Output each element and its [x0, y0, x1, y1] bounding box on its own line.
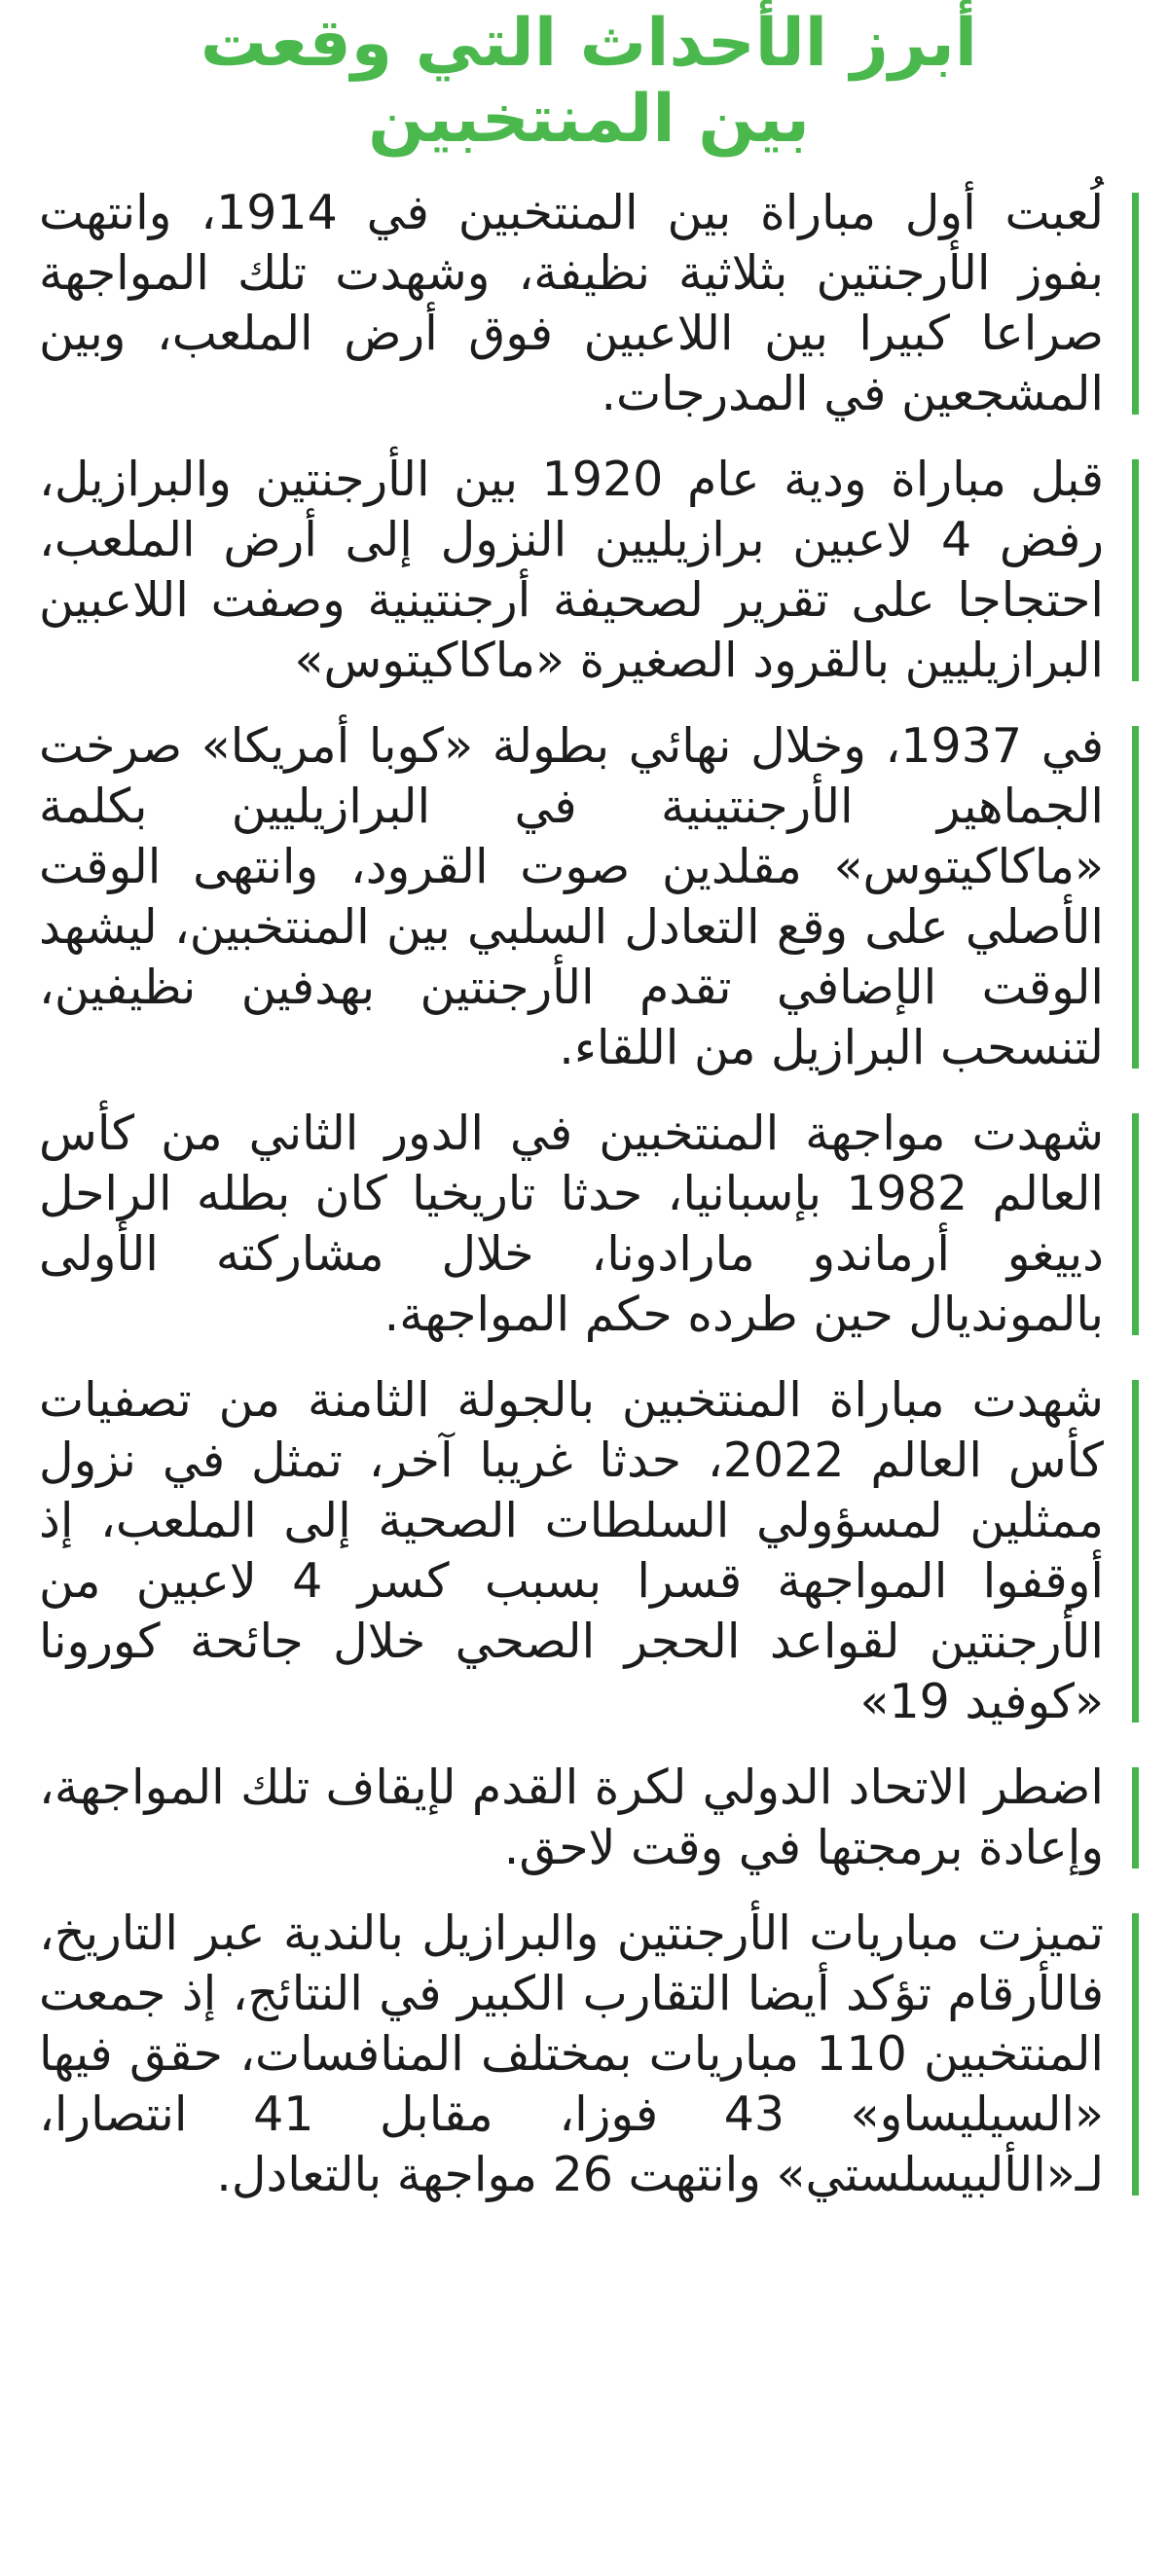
event-text: لُعبت أول مباراة بين المنتخبين في 1914، وانتهت بفوز الأرجنتين بثلاثية نظيفة، وشهدت تلك المواجهة صراعا كبيرا بين اللاعبين فوق أرض الملعب، وبين المشجعين في المدرجات. [39, 185, 1104, 421]
accent-bar [1132, 1767, 1139, 1869]
event-text: شهدت مواجهة المنتخبين في الدور الثاني من كأس العالم 1982 بإسبانيا، حدثا تاريخيا كان بطله الراحل دييغو أرماندو مارادونا، خلال مشاركته الأولى بالمونديال حين طرده حكم المواجهة. [39, 1106, 1104, 1342]
event-item-4 [39, 1104, 1139, 1345]
accent-bar [1132, 1113, 1139, 1335]
page-title [39, 0, 1139, 158]
event-item-3 [39, 716, 1139, 1078]
event-text: اضطر الاتحاد الدولي لكرة القدم لإيقاف تلك المواجهة، وإعادة برمجتها في وقت لاحق. [39, 1760, 1104, 1875]
event-text: تميزت مباريات الأرجنتين والبرازيل بالندية عبر التاريخ، فالأرقام تؤكد أيضا التقارب الكبير في النتائج، إذ جمعت المنتخبين 110 مباريات بمختلف المنافسات، حقق فيها «السيليساو» 43 فوزا، مقابل 41 انتصارا، لـ«الألبيسلستي» وانتهت 26 مواجهة بالتعادل. [39, 1905, 1104, 2202]
event-item-1 [39, 183, 1139, 424]
accent-bar [1132, 459, 1139, 681]
title-line-2: بين المنتخبين [368, 81, 810, 158]
event-text: في 1937، وخلال نهائي بطولة «كوبا أمريكا» صرخت الجماهير الأرجنتينية في البرازيليين بكلمة «ماكاكيتوس» مقلدين صوت القرود، وانتهى الوقت الأصلي على وقع التعادل السلبي بين المنتخبين، ليشهد الوقت الإضافي تقدم الأرجنتين بهدفين نظيفين، لتنسحب البرازيل من اللقاء. [39, 718, 1104, 1075]
accent-bar [1132, 1913, 1139, 2195]
event-item-2 [39, 450, 1139, 691]
event-item-5 [39, 1370, 1139, 1732]
event-item-6 [39, 1758, 1139, 1878]
accent-bar [1132, 193, 1139, 415]
event-item-7 [39, 1904, 1139, 2205]
accent-bar [1132, 1380, 1139, 1723]
title-line-1: أبرز الأحداث التي وقعت [200, 5, 978, 82]
events-list [39, 183, 1139, 2205]
accent-bar [1132, 726, 1139, 1069]
event-text: قبل مباراة ودية عام 1920 بين الأرجنتين والبرازيل، رفض 4 لاعبين برازيليين النزول إلى أرض الملعب، احتجاجا على تقرير لصحيفة أرجنتينية وصفت اللاعبين البرازيليين بالقرود الصغيرة «ماكاكيتوس» [39, 452, 1104, 688]
event-text: شهدت مباراة المنتخبين بالجولة الثامنة من تصفيات كأس العالم 2022، حدثا غريبا آخر، تمثل في نزول ممثلين لمسؤولي السلطات الصحية إلى الملعب، إذ أوقفوا المواجهة قسرا بسبب كسر 4 لاعبين من الأرجنتين لقواعد الحجر الصحي خلال جائحة كورونا «كوفيد 19» [39, 1372, 1104, 1729]
